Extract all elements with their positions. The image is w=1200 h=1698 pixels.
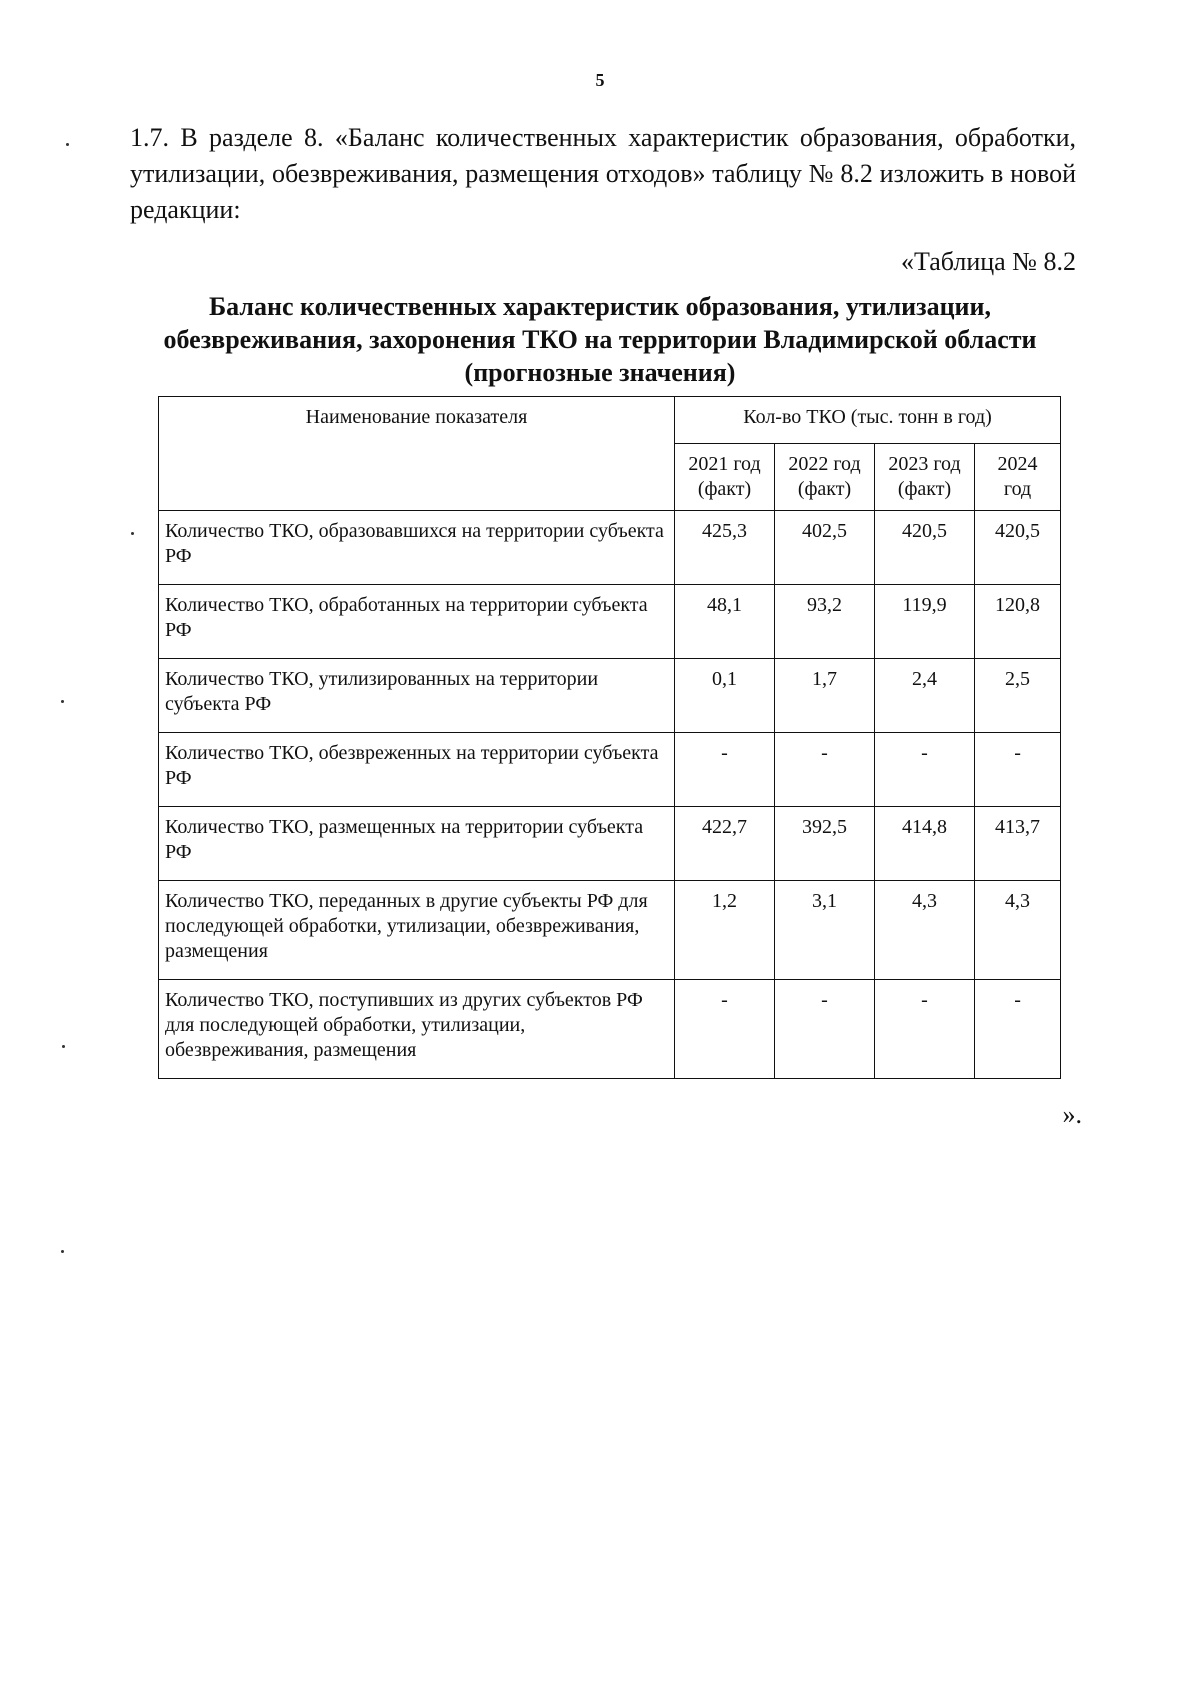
header-indicator-name: Наименование показателя xyxy=(159,397,675,511)
table-row xyxy=(159,980,1061,1079)
table-title-line: Баланс количественных характеристик образования, утилизации, xyxy=(208,292,992,321)
cell-value: 2,4 xyxy=(875,659,975,733)
cell-value: 120,8 xyxy=(975,585,1061,659)
cell-value: 48,1 xyxy=(675,585,775,659)
closing-quote: ». xyxy=(1062,1100,1082,1129)
header-quantity-group: Кол-во ТКО (тыс. тонн в год) xyxy=(675,397,1061,444)
table-title xyxy=(120,290,1080,389)
cell-value: - xyxy=(875,980,975,1079)
cell-value: 414,8 xyxy=(875,807,975,881)
cell-value: - xyxy=(875,733,975,807)
header-year-2022: 2022 год (факт) xyxy=(775,444,875,511)
row-label: Количество ТКО, поступивших из других субъектов РФ для последующей обработки, утилизации, обезвреживания, размещения xyxy=(159,980,675,1079)
cell-value: 93,2 xyxy=(775,585,875,659)
margin-mark xyxy=(66,143,69,146)
table-row xyxy=(159,733,1061,807)
table-row xyxy=(159,807,1061,881)
header-year-2021: 2021 год (факт) xyxy=(675,444,775,511)
table-reference: «Таблица № 8.2 xyxy=(900,247,1076,276)
row-label: Количество ТКО, обработанных на территории субъекта РФ xyxy=(159,585,675,659)
intro-paragraph: 1.7. В разделе 8. «Баланс количественных характеристик образования, обработки, утилизации, обезвреживания, размещения отходов» таблицу № 8.2 изложить в новой редакции: xyxy=(130,123,1076,224)
row-label: Количество ТКО, размещенных на территории субъекта РФ xyxy=(159,807,675,881)
table-row xyxy=(159,881,1061,980)
cell-value: 402,5 xyxy=(775,511,875,585)
margin-mark xyxy=(62,1045,65,1048)
cell-value: 1,2 xyxy=(675,881,775,980)
table-row xyxy=(159,585,1061,659)
margin-mark xyxy=(61,700,64,703)
cell-value: 2,5 xyxy=(975,659,1061,733)
cell-value: 3,1 xyxy=(775,881,875,980)
header-year-2024: 2024 год xyxy=(975,444,1061,511)
cell-value: 422,7 xyxy=(675,807,775,881)
cell-value: - xyxy=(775,733,875,807)
cell-value: - xyxy=(975,733,1061,807)
cell-value: 420,5 xyxy=(975,511,1061,585)
page-number: 5 xyxy=(595,70,605,90)
cell-value: 420,5 xyxy=(875,511,975,585)
header-year-2023: 2023 год (факт) xyxy=(875,444,975,511)
row-label: Количество ТКО, образовавшихся на территории субъекта РФ xyxy=(159,511,675,585)
cell-value: 0,1 xyxy=(675,659,775,733)
cell-value: 413,7 xyxy=(975,807,1061,881)
cell-value: 119,9 xyxy=(875,585,975,659)
row-label: Количество ТКО, переданных в другие субъекты РФ для последующей обработки, утилизации, обезвреживания, размещения xyxy=(159,881,675,980)
table-title-line: (прогнозные значения) xyxy=(464,358,736,387)
row-label: Количество ТКО, утилизированных на территории субъекта РФ xyxy=(159,659,675,733)
balance-table xyxy=(158,396,1061,1079)
table-row xyxy=(159,511,1061,585)
cell-value: 4,3 xyxy=(875,881,975,980)
cell-value: - xyxy=(675,980,775,1079)
margin-mark xyxy=(131,532,134,535)
cell-value: - xyxy=(775,980,875,1079)
cell-value: - xyxy=(975,980,1061,1079)
table-row xyxy=(159,659,1061,733)
cell-value: 425,3 xyxy=(675,511,775,585)
margin-mark xyxy=(61,1250,64,1253)
cell-value: - xyxy=(675,733,775,807)
cell-value: 392,5 xyxy=(775,807,875,881)
table-title-line: обезвреживания, захоронения ТКО на территории Владимирской области xyxy=(163,325,1037,354)
cell-value: 4,3 xyxy=(975,881,1061,980)
row-label: Количество ТКО, обезвреженных на территории субъекта РФ xyxy=(159,733,675,807)
cell-value: 1,7 xyxy=(775,659,875,733)
